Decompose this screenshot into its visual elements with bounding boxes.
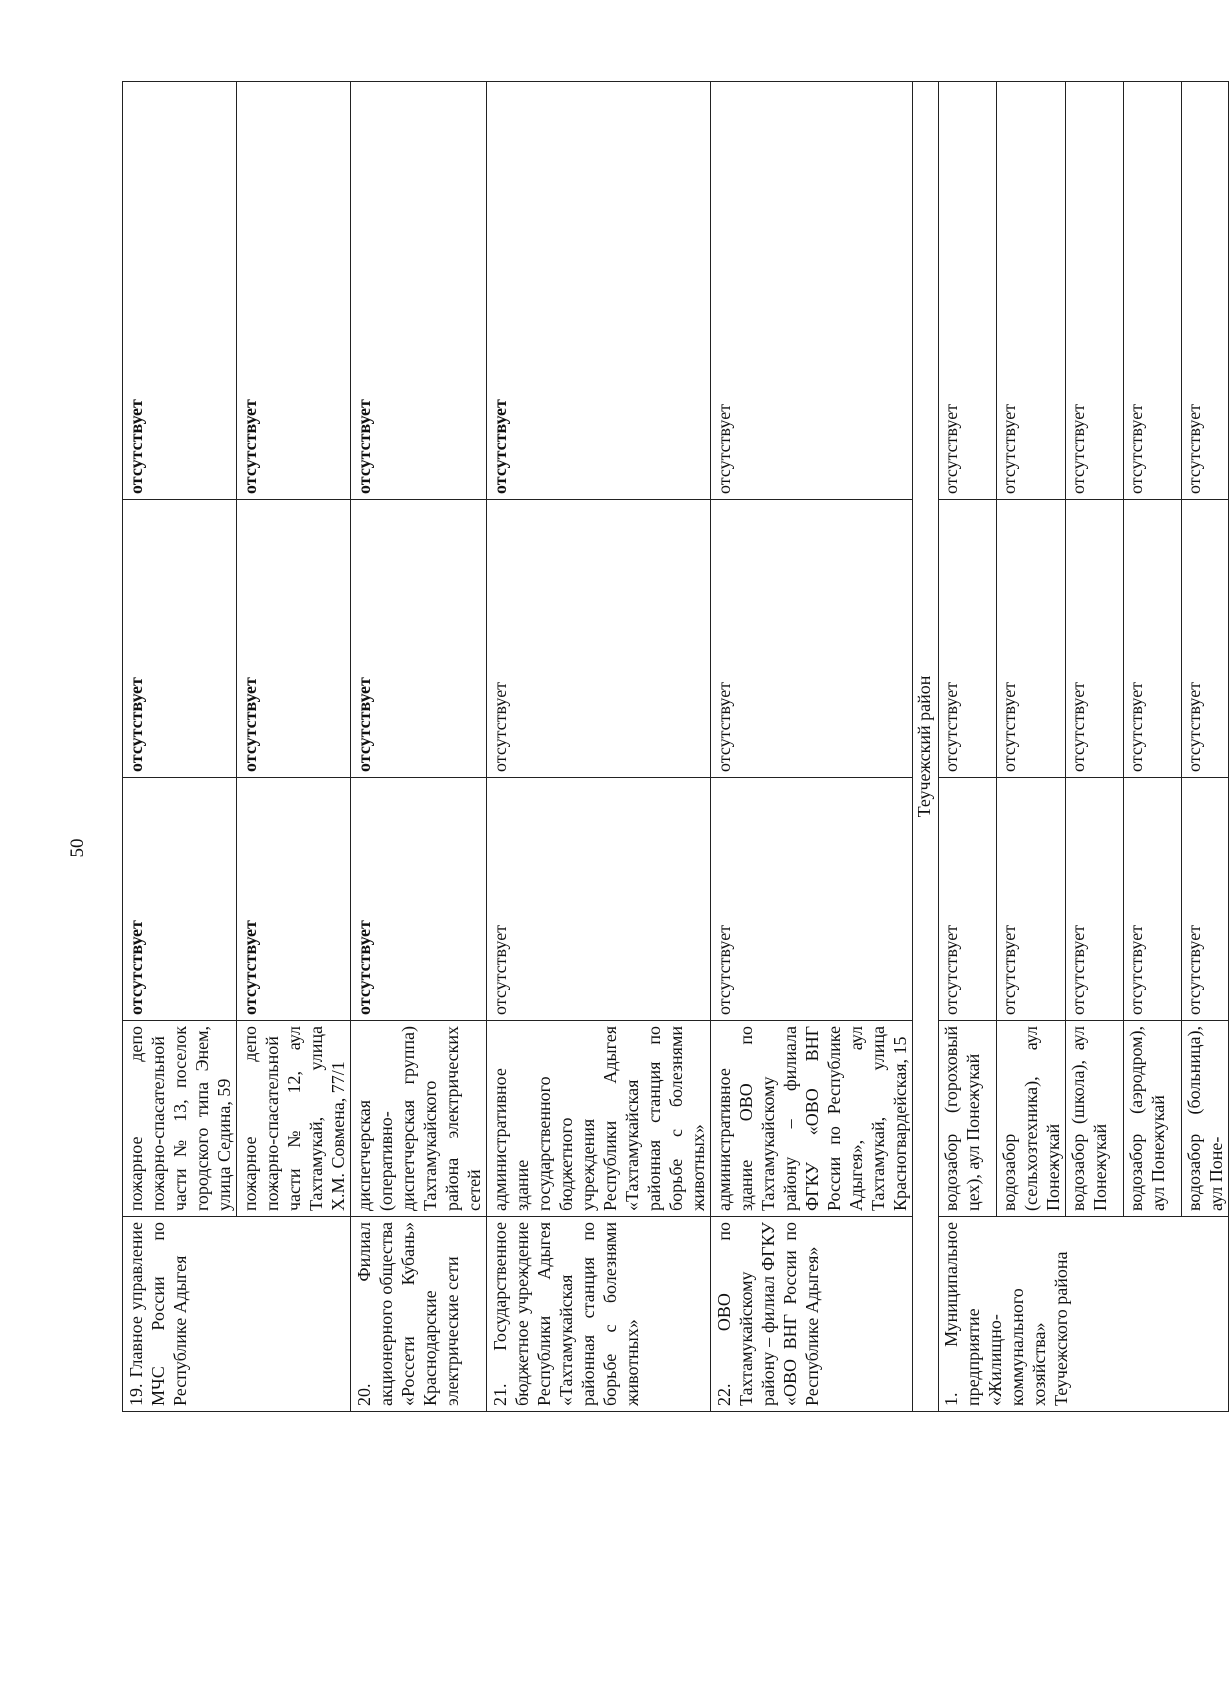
section-title: Теучежский район: [913, 82, 939, 1412]
object-cell: водозабор (сельхозтехника), аул Понежукай: [997, 1021, 1066, 1217]
org-cell: 20. Филиал акционерного общества «Россети Кубань» Краснодарские электрические сети: [351, 1217, 487, 1412]
table-row: [939, 82, 997, 1412]
org-cell: 21. Государственное бюджетное учреждение Республики Адыгея «Тахтамукайская районная станция по борьбе с болезнями животных»: [487, 1217, 711, 1412]
table-row: [1066, 82, 1124, 1412]
table-row: [123, 82, 237, 1412]
status-cell: отсутствует: [123, 500, 237, 778]
table-row: [487, 82, 711, 1412]
object-cell: административное здание государственного бюджетного учреждения Республики Адыгея «Тахтамукайская районная станция по борьбе с болезнями животных»: [487, 1021, 711, 1217]
table-row: [1124, 82, 1182, 1412]
org-cell: 19. Главное управление МЧС России по Республике Адыгея: [123, 1217, 351, 1412]
status-cell: отсутствует: [351, 500, 487, 778]
object-cell: водозабор (больница), аул Поне-: [1182, 1021, 1229, 1217]
page-number: 50: [67, 838, 88, 858]
section-row: [913, 82, 939, 1412]
status-cell: отсутствует: [1182, 500, 1229, 778]
object-cell: пожарное депо пожарно-спасательной части № 13, поселок городского типа Энем, улица Седина, 59: [123, 1021, 237, 1217]
status-cell: отсутствует: [711, 82, 913, 500]
org-cell: 22. ОВО по Тахтамукайскому району – филиал ФГКУ «ОВО ВНГ России по Республике Адыгея»: [711, 1217, 913, 1412]
status-cell: отсутствует: [1124, 778, 1182, 1021]
status-cell: отсутствует: [939, 82, 997, 500]
org-cell: 1. Муниципальное предприятие «Жилищно-коммунального хозяйства» Теучежского района: [939, 1217, 1229, 1412]
object-cell: административное здание ОВО по Тахтамукайскому району – филиала ФГКУ «ОВО ВНГ России по Республике Адыгея», аул Тахтамукай, улица Красногвардейская, 15: [711, 1021, 913, 1217]
status-cell: отсутствует: [939, 778, 997, 1021]
status-cell: отсутствует: [237, 82, 351, 500]
object-cell: водозабор (школа), аул Понежукай: [1066, 1021, 1124, 1217]
status-cell: отсутствует: [123, 778, 237, 1021]
status-cell: отсутствует: [487, 778, 711, 1021]
table-row: [1182, 82, 1229, 1412]
status-cell: отсутствует: [939, 500, 997, 778]
object-cell: диспетчерская (оперативно-диспетчерская группа) Тахтамукайского района электрических сетей: [351, 1021, 487, 1217]
status-cell: отсутствует: [997, 778, 1066, 1021]
status-cell: отсутствует: [997, 82, 1066, 500]
status-cell: отсутствует: [237, 500, 351, 778]
status-cell: отсутствует: [997, 500, 1066, 778]
status-cell: отсутствует: [487, 82, 711, 500]
status-cell: отсутствует: [123, 82, 237, 500]
rotated-table-container: [122, 82, 1226, 1412]
table-row: [351, 82, 487, 1412]
table-row: [711, 82, 913, 1412]
status-cell: отсутствует: [1182, 778, 1229, 1021]
status-cell: отсутствует: [1066, 500, 1124, 778]
status-cell: отсутствует: [1066, 82, 1124, 500]
table-row: [237, 82, 351, 1412]
status-cell: отсутствует: [351, 82, 487, 500]
status-cell: отсутствует: [1066, 778, 1124, 1021]
status-cell: отсутствует: [711, 500, 913, 778]
status-cell: отсутствует: [237, 778, 351, 1021]
status-cell: отсутствует: [711, 778, 913, 1021]
object-cell: водозабор (аэродром), аул Понежукай: [1124, 1021, 1182, 1217]
object-cell: водозабор (гороховый цех), аул Понежукай: [939, 1021, 997, 1217]
status-cell: отсутствует: [487, 500, 711, 778]
table-row: [997, 82, 1066, 1412]
status-cell: отсутствует: [351, 778, 487, 1021]
status-cell: отсутствует: [1124, 82, 1182, 500]
objects-table: [122, 81, 1229, 1412]
object-cell: пожарное депо пожарно-спасательной части № 12, аул Тахтамукай, улица Х.М. Совмена, 77/1: [237, 1021, 351, 1217]
status-cell: отсутствует: [1182, 82, 1229, 500]
status-cell: отсутствует: [1124, 500, 1182, 778]
